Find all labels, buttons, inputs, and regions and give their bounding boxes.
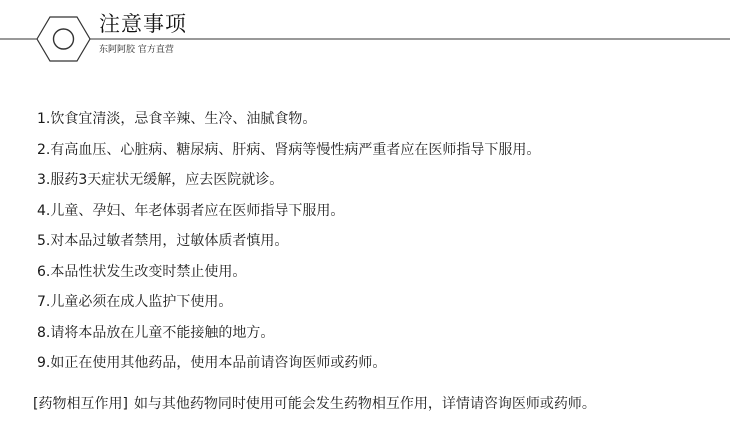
drug-interaction-tag: [药物相互作用] [33,396,128,412]
list-item: 5.对本品过敏者禁用，过敏体质者慎用。 [37,233,289,249]
list-item: 8.请将本品放在儿童不能接触的地方。 [37,324,275,341]
hexagon-icon [37,17,90,61]
section-header [0,0,730,70]
precautions-list [37,104,540,379]
list-item: 4.儿童、孕妇、年老体弱者应在医师指导下服用。 [37,202,345,219]
list-item: 6.本品性状发生改变时禁止使用。 [37,263,247,280]
drug-interaction-text: 如与其他药物同时使用可能会发生药物相互作用，详情请咨询医师或药师。 [133,396,596,412]
list-item: 2.有高血压、心脏病、糖尿病、肝病、肾病等慢性病严重者应在医师指导下服用。 [37,141,541,158]
drug-interaction-note [33,392,596,416]
brand-subtitle: 东阿阿胶 官方直营 [99,45,174,55]
page-title: 注意事项 [99,12,187,36]
circle-icon [54,29,74,49]
list-item: 9.如正在使用其他药品，使用本品前请咨询医师或药师。 [37,355,387,371]
list-item: 3.服药3天症状无缓解，应去医院就诊。 [37,172,284,188]
list-item: 7.儿童必须在成人监护下使用。 [37,294,233,310]
list-item: 1.饮食宜清淡，忌食辛辣、生冷、油腻食物。 [37,111,317,127]
